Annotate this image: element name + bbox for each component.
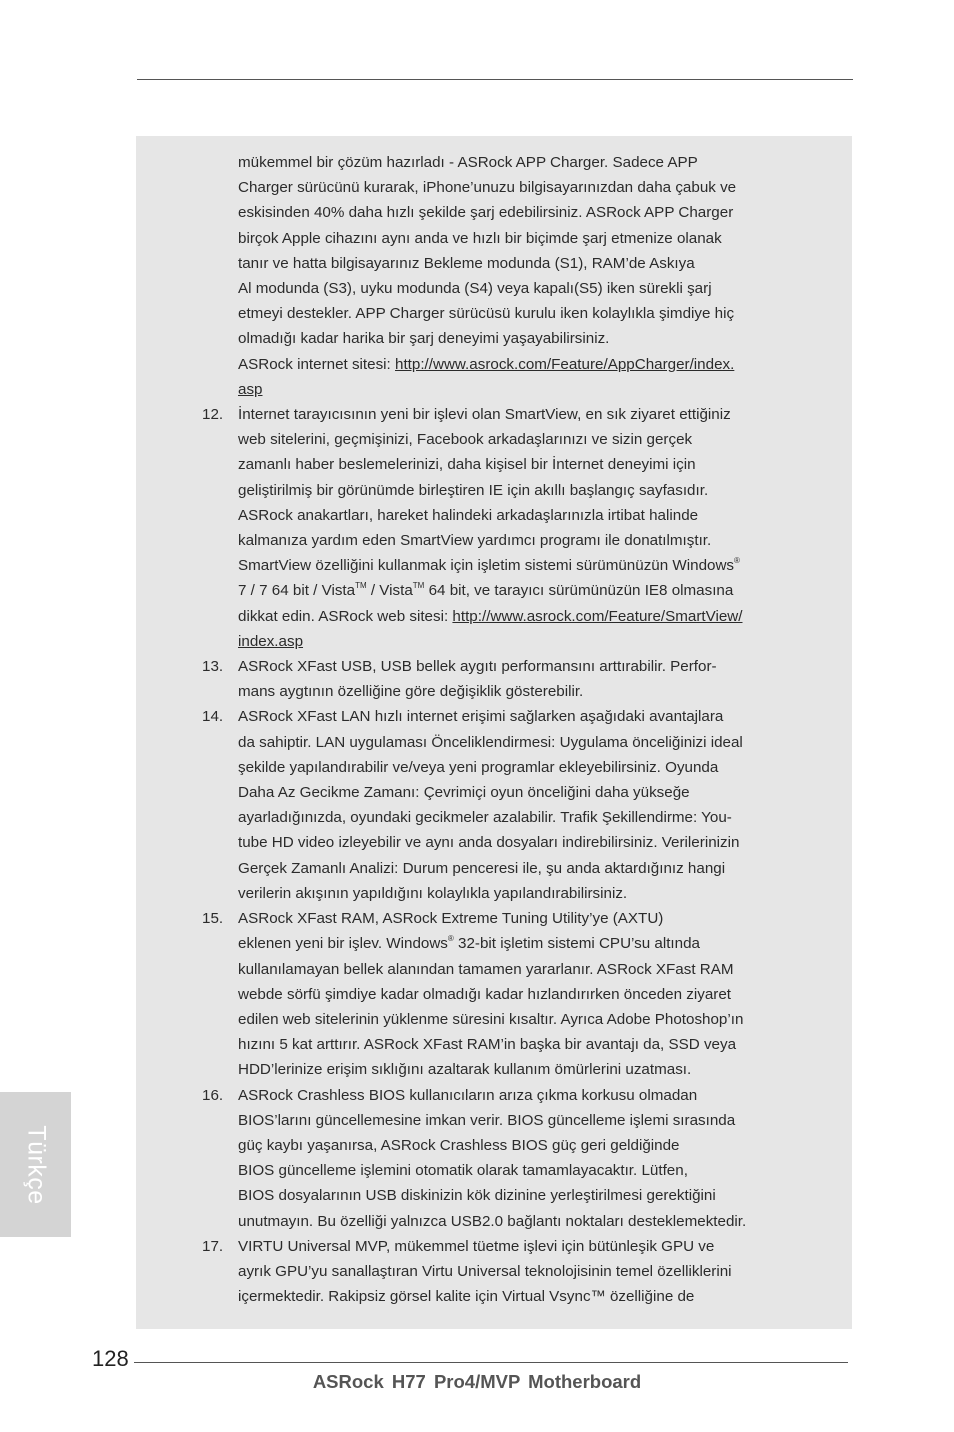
text-line: verilerin akışının yapıldığını kolaylıkla yapılandırabilirsiniz.	[238, 884, 628, 902]
appcharger-link[interactable]: http://www.asrock.com/Feature/AppCharger/index.	[395, 355, 735, 373]
text-line	[238, 604, 802, 629]
text-line: hızını 5 kat arttırır. ASRock XFast RAM’in başka bir avantajı da, SSD veya	[238, 1036, 737, 1054]
footer-title: ASRock H77 Pro4/MVP Motherboard	[312, 1371, 642, 1392]
item-number: 14.	[202, 708, 224, 726]
text-line: BIOS dosyalarının USB diskinizin kök dizinine yerleştirilmesi gerektiğini	[238, 1187, 716, 1205]
top-rule	[137, 79, 853, 80]
text-fragment: 7 / 7 64 bit / Vista	[238, 582, 356, 600]
item-number: 15.	[202, 910, 224, 928]
text-line: eskisinden 40% daha hızlı şekilde şarj edebilirsiniz. ASRock APP Charger	[238, 204, 734, 222]
site-line	[238, 352, 802, 377]
text-fragment: 32-bit işletim sistemi CPU’su altında	[453, 935, 700, 953]
list-item-15	[202, 906, 802, 1082]
text-line: şekilde yapılandırabilir ve/veya yeni programlar ekleyebilirsiniz. Oyunda	[238, 758, 719, 776]
text-line: etmeyi destekler. APP Charger sürücüsü kurulu iken kolaylıkla şimdiye hiç	[238, 305, 735, 323]
text-line: içermektedir. Rakipsiz görsel kalite için Virtual Vsync™ özelliğine de	[238, 1288, 695, 1306]
text-line	[238, 629, 802, 654]
text-fragment: 64 bit, ve tarayıcı sürümünüzün IE8 olmasına	[424, 582, 734, 600]
text-line: birçok Apple cihazını aynı anda ve hızlı bir biçimde şarj etmenize olanak	[238, 229, 722, 247]
text-line: ASRock anakartları, hareket halindeki arkadaşlarınızla irtibat halinde	[238, 506, 699, 524]
site-label: ASRock internet sitesi:	[238, 355, 395, 373]
site-line	[238, 377, 802, 402]
language-tab-label: Türkçe	[22, 1124, 50, 1205]
text-line: güç kaybı yaşanırsa, ASRock Crashless BIOS güç geri geldiğinde	[238, 1136, 680, 1154]
smartview-link[interactable]: http://www.asrock.com/Feature/SmartView/	[452, 607, 743, 625]
item-number: 16.	[202, 1086, 224, 1104]
text-line: VIRTU Universal MVP, mükemmel tüetme işlevi için bütünleşik GPU ve	[238, 1237, 715, 1255]
text-line: tanır ve hatta bilgisayarınız Bekleme modunda (S1), RAM’de Askıya	[238, 254, 695, 272]
item-number: 17.	[202, 1237, 224, 1255]
text-line: BIOS güncelleme işlemini otomatik olarak tamamlayacaktır. Lütfen,	[238, 1162, 688, 1180]
text-line	[238, 931, 802, 956]
registered-mark: ®	[447, 934, 454, 944]
text-line: web sitelerini, geçmişinizi, Facebook arkadaşlarınızı ve sizin gerçek	[238, 431, 693, 449]
trademark-mark: TM	[355, 581, 367, 591]
text-line: ayrık GPU’yu sanallaştıran Virtu Universal teknolojisinin temel özelliklerini	[238, 1262, 732, 1280]
text-line: Gerçek Zamanlı Analizi: Durum penceresi ile, şu anda aktardığınız hangi	[238, 859, 726, 877]
smartview-link-cont[interactable]: index.asp	[238, 632, 304, 650]
list-item-14	[202, 704, 802, 906]
intro-paragraph	[238, 150, 802, 402]
text-line: ASRock Crashless BIOS kullanıcıların arıza çıkma korkusu olmadan	[238, 1086, 698, 1104]
text-line: Charger sürücünü kurarak, iPhone’unuzu bilgisayarınızdan daha çabuk ve	[238, 179, 737, 197]
text-line: edilen web sitelerinin yüklenme süresini kısaltır. Ayrıca Adobe Photoshop’ın	[238, 1010, 744, 1028]
text-line: geliştirilmiş bir görünümde birleştiren IE için akıllı başlangıç sayfasıdır.	[238, 481, 709, 499]
item-number: 12.	[202, 406, 224, 424]
content-box	[136, 136, 852, 1329]
list-item-17	[202, 1234, 802, 1310]
text-line: HDD’lerinize erişim sıklığını azaltarak kullanım ömürlerini uzatması.	[238, 1061, 692, 1079]
item-number: 13.	[202, 658, 224, 676]
text-line: mükemmel bir çözüm hazırladı - ASRock APP Charger. Sadece APP	[238, 154, 698, 171]
registered-mark: ®	[734, 556, 740, 566]
text-line: ayarladığınızda, oyundaki gecikmeler azalabilir. Trafik Şekillendirme: You-	[238, 809, 732, 827]
text-line: unutmayın. Bu özelliği yalnızca USB2.0 bağlantı noktaları desteklemektedir.	[238, 1212, 747, 1230]
text-line: ASRock XFast USB, USB bellek aygıtı performansını arttırabilir. Perfor-	[238, 658, 717, 676]
text-line: ASRock XFast LAN hızlı internet erişimi sağlarken aşağıdaki avantajlara	[238, 708, 724, 726]
text-line: kalmanıza yardım eden SmartView yardımcı programı ile donatılmıştır.	[238, 532, 712, 550]
text-line: tube HD video izleyebilir ve aynı anda dosyaları indirebilirsiniz. Verilerinizin	[238, 834, 740, 852]
language-tab	[0, 1092, 71, 1237]
text-line: İnternet tarayıcısının yeni bir işlevi olan SmartView, en sık ziyaret ettiğiniz	[238, 406, 731, 424]
text-fragment: / Vista	[366, 582, 413, 600]
text-line: da sahiptir. LAN uygulaması Önceliklendirmesi: Uygulama önceliğinizi ideal	[238, 733, 743, 751]
text-fragment: SmartView özelliğini kullanmak için işletim sistemi sürümünüzün Windows	[238, 557, 735, 575]
text-fragment: dikkat edin. ASRock web sitesi:	[238, 607, 453, 625]
text-line	[238, 578, 802, 603]
text-line: kullanılamayan bellek alanından tamamen yararlanır. ASRock XFast RAM	[238, 960, 734, 978]
list-item-13	[202, 654, 802, 704]
text-line: Daha Az Gecikme Zamanı: Çevrimiçi oyun önceliğini daha yükseğe	[238, 784, 690, 802]
text-line: ASRock XFast RAM, ASRock Extreme Tuning Utility’ye (AXTU)	[238, 910, 664, 928]
text-line	[238, 553, 802, 578]
list-item-12	[202, 402, 802, 654]
text-line: Al modunda (S3), uyku modunda (S4) veya kapalı(S5) iken sürekli şarj	[238, 280, 712, 298]
text-line: webde sörfü şimdiye kadar olmadığı kadar hızlandırırken önceden ziyaret	[238, 985, 732, 1003]
text-line: zamanlı haber beslemelerinizi, daha kişisel bir İnternet deneyimi için	[238, 456, 696, 474]
list-item-16	[202, 1083, 802, 1234]
text-line: mans aygtının özelliğine göre değişiklik gösterebilir.	[238, 683, 584, 701]
text-fragment: eklenen yeni bir işlev. Windows	[238, 935, 448, 953]
bottom-rule	[134, 1362, 848, 1363]
text-line: BIOS’larını güncellemesine imkan verir. BIOS güncelleme işlemi sırasında	[238, 1111, 736, 1129]
page-number: 128	[92, 1346, 129, 1371]
appcharger-link-cont[interactable]: asp	[238, 380, 263, 398]
trademark-mark: TM	[412, 581, 425, 591]
text-line: olmadığı kadar harika bir şarj deneyimi yaşayabilirsiniz.	[238, 330, 610, 348]
